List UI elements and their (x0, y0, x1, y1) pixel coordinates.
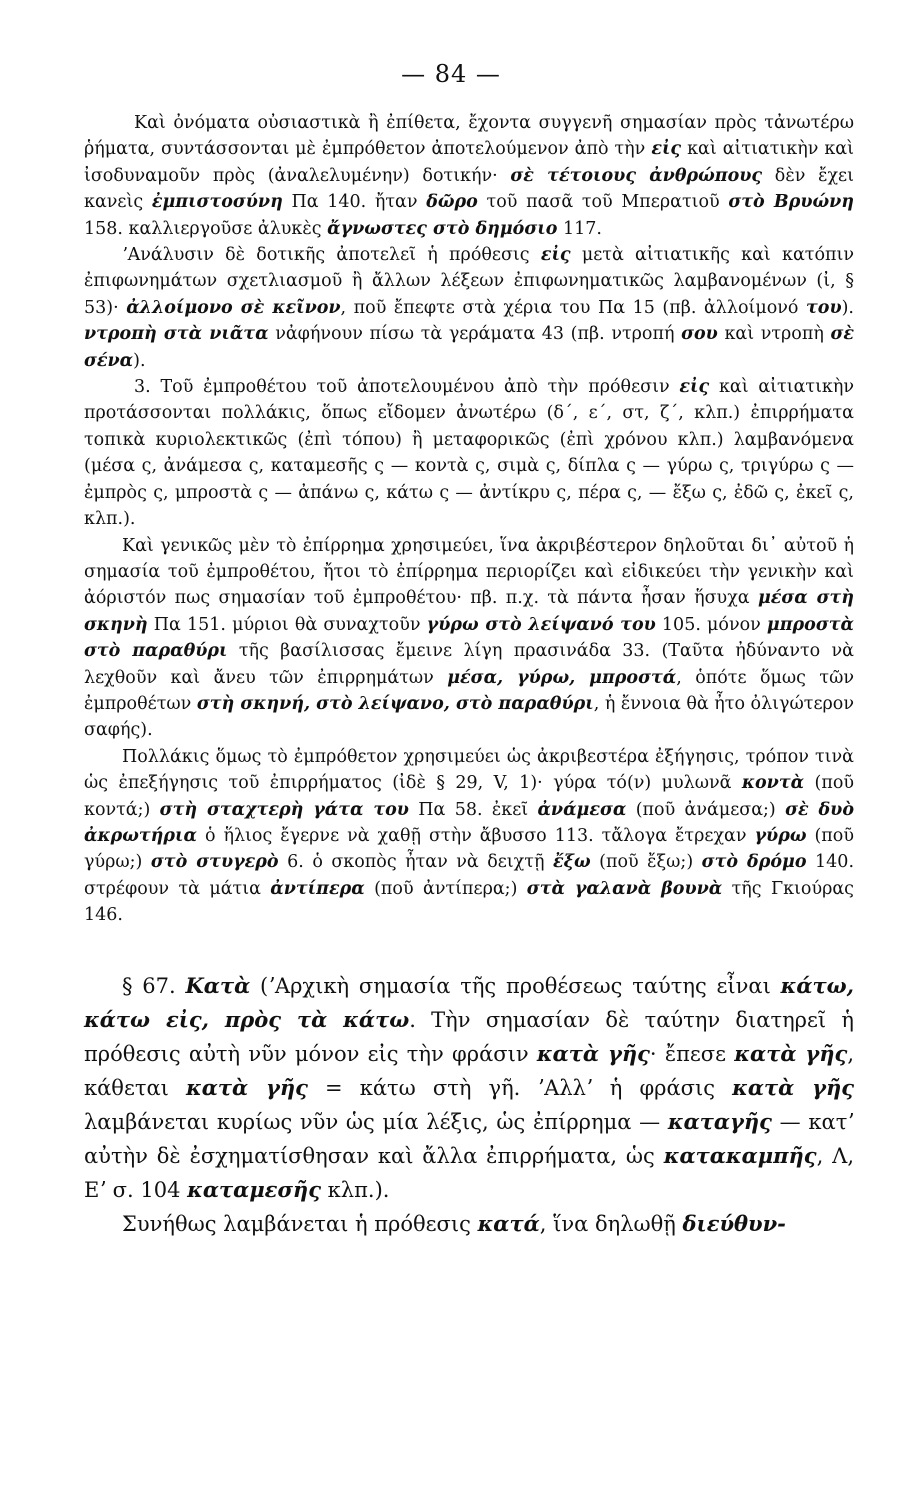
paragraph-1: Καὶ ὀνόματα οὐσιαστικὰ ἢ ἐπίθετα, ἔχοντα συγγενῆ σημασίαν πρὸς τἀνωτέρω ῥήματα, συντάσσονται μὲ ἐμπρόθετον ἀποτελούμενον ἀπὸ τὴν εἰς καὶ αἰτιατικὴν καὶ ἰσοδυναμοῦν πρὸς (ἀναλελυμένην) δοτικήν· σὲ τέτοιους ἀνθρώπους δὲν ἔχει κανεὶς ἐμπιστοσύνη Πα 140. ἤταν δῶρο τοῦ πασᾶ τοῦ Μπερατιοῦ στὸ Βρυώνη 158. καλλιεργοῦσε ἀλυκὲς ἄγνωστες στὸ δημόσιο 117. (84, 113, 855, 239)
section-67-paragraph-2: Συνήθως λαμβάνεται ἡ πρόθεσις κατά, ἵνα δηλωθῇ διεύθυν- (122, 1210, 786, 1236)
paragraph-2: ʼΑνάλυσιν δὲ δοτικῆς ἀποτελεῖ ἡ πρόθεσις εἰς μετὰ αἰτιατικῆς καὶ κατόπιν ἐπιφωνημάτων σχετλιασμοῦ ἢ ἄλλων λέξεων ἐπιφωνηματικῶς λαμβανομένων (ἰ, § 53)· ἀλλοίμονο σὲ κεῖνον, ποῦ ἔπεφτε στὰ χέρια του Πα 15 (πβ. ἀλλοίμονό του). ντροπὴ στὰ νιᾶτα νἀφήνουν πίσω τὰ γεράματα 43 (πβ. ντροπή σου καὶ ντροπὴ σὲ σένα). (84, 245, 855, 371)
paragraph-5: Πολλάκις ὅμως τὸ ἐμπρόθετον χρησιμεύει ὡς ἀκριβεστέρα ἐξήγησις, τρόπον τινὰ ὡς ἐπεξήγησις τοῦ ἐπιρρήματος (ἰδὲ § 29, V, 1)· γύρα τό(ν) μυλωνᾶ κοντὰ (ποῦ κοντά;) στὴ σταχτερὴ γάτα του Πα 58. ἐκεῖ ἀνάμεσα (ποῦ ἀνάμεσα;) σὲ δυὸ ἀκρωτήρια ὁ ἥλιος ἔγερνε νὰ χαθῇ στὴν ἄβυσσο 113. τἄλογα ἔτρεχαν γύρω (ποῦ γύρω;) στὸ στυγερὸ 6. ὁ σκοπὸς ἦταν νὰ δειχτῇ ἔξω (ποῦ ἔξω;) στὸ δρόμο 140. στρέφουν τὰ μάτια ἀντίπερα (ποῦ ἀντίπερα;) στὰ γαλανὰ βουνὰ τῆς Γκιούρας 146. (84, 746, 855, 926)
paragraph-3: 3. Τοῦ ἐμπροθέτου τοῦ ἀποτελουμένου ἀπὸ τὴν πρόθεσιν εἰς καὶ αἰτιατικὴν προτάσσονται πολλάκις, ὅπως εἴδομεν ἀνωτέρω (δ΄, ε΄, στ, ζ΄, κλπ.) ἐπιρρήματα τοπικὰ κυριολεκτικῶς (ἐπὶ τόπου) ἢ μεταφορικῶς (ἐπὶ χρόνου κλπ.) λαμβανόμενα (μέσα ς, ἀνάμεσα ς, καταμεσῆς ς — κοντὰ ς, σιμὰ ς, δίπλα ς — γύρω ς, τριγύρω ς — ἐμπρὸς ς, μπροστὰ ς — ἀπάνω ς, κάτω ς — ἀντίκρυ ς, πέρα ς, — ἔξω ς, ἐδῶ ς, ἐκεῖ ς, κλπ.). (84, 377, 854, 530)
section-67 (84, 969, 854, 1241)
section-67-paragraph-1: § 67. Κατὰ (ʼΑρχικὴ σημασία τῆς προθέσεως ταύτης εἶναι κάτω, κάτω εἰς, πρὸς τὰ κάτω. Τὴν σημασίαν δὲ ταύτην διατηρεῖ ἡ πρόθεσις αὐτὴ νῦν μόνον εἰς τὴν φράσιν κατὰ γῆς· ἔπεσε κατὰ γῆς, κάθεται κατὰ γῆς = κάτω στὴ γῆ. ʼΑλλʼ ἡ φράσις κατὰ γῆς λαμβάνεται κυρίως νῦν ὡς μία λέξις, ὡς ἐπίρρημα — καταγῆς — κατʼ αὐτὴν δὲ ἐσχηματίσθησαν καὶ ἄλλα ἐπιρρήματα, ὡς κατακαμπῆς, Λ, Εʼ σ. 104 καταμεσῆς κλπ.). (84, 972, 855, 1202)
page-text (84, 110, 854, 1241)
page-number: — 84 — (401, 60, 501, 88)
paragraph-4: Καὶ γενικῶς μὲν τὸ ἐπίρρημα χρησιμεύει, ἵνα ἀκριβέστερον δηλοῦται δι᾽ αὐτοῦ ἡ σημασία τοῦ ἐμπροθέτου, ἤτοι τὸ ἐπίρρημα περιορίζει καὶ εἰδικεύει τὴν γενικὴν καὶ ἀόριστόν πως σημασίαν τοῦ ἐμπροθέτου· πβ. π.χ. τὰ πάντα ἦσαν ἥσυχα μέσα στὴ σκηνὴ Πα 151. μύριοι θὰ συναχτοῦν γύρω στὸ λείψανό του 105. μόνον μπροστὰ στὸ παραθύρι τῆς βασίλισσας ἔμεινε λίγη πρασινάδα 33. (Ταῦτα ἠδύναντο νὰ λεχθοῦν καὶ ἄνευ τῶν ἐπιρρημάτων μέσα, γύρω, μπροστά, ὁπότε ὅμως τῶν ἐμπροθέτων στὴ σκηνή, στὸ λείψανο, στὸ παραθύρι, ἡ ἔννοια θὰ ἦτο ὀλιγώτερον σαφής). (84, 535, 855, 741)
